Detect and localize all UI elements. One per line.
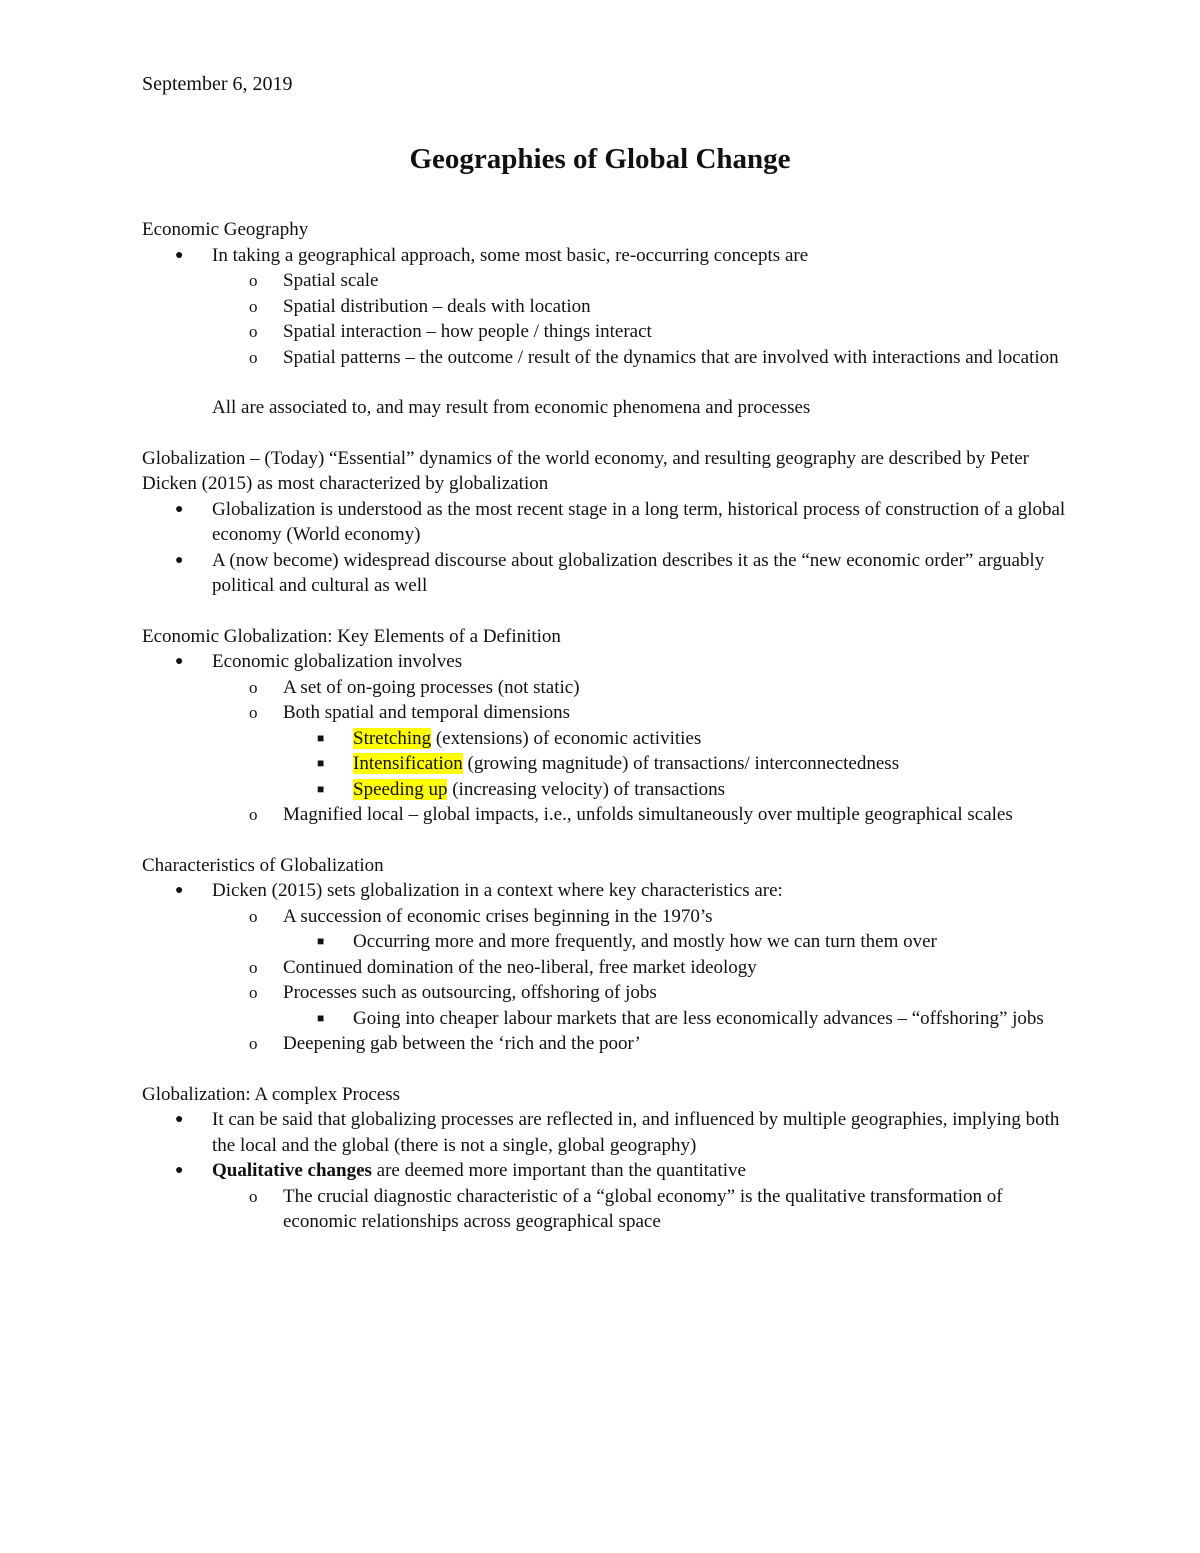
bullet-list — [142, 1107, 1072, 1235]
highlighted-term: Stretching — [353, 727, 432, 749]
circle-bullet-icon: o — [249, 271, 258, 290]
list-item-text: Going into cheaper labour markets that are less economically advances – “offshoring” jobs — [353, 1007, 1044, 1029]
circle-bullet-icon: o — [249, 677, 258, 697]
section-note: All are associated to, and may result from economic phenomena and processes — [212, 397, 811, 418]
circle-bullet-icon: o — [249, 296, 258, 316]
circle-bullet-icon: o — [249, 347, 258, 367]
highlighted-term: Speeding up — [353, 778, 448, 800]
bold-term: Qualitative changes — [212, 1160, 372, 1181]
list-item-text: Spatial interaction – how people / things interact — [283, 321, 652, 342]
list-item — [142, 802, 1072, 828]
list-item-text: A (now become) widespread discourse about globalization describes it as the “new economic order” arguably political and cultural as well — [212, 549, 1045, 596]
list-item — [142, 497, 1072, 548]
square-bullet-icon: ■ — [317, 934, 325, 948]
bullet-list — [142, 497, 1072, 599]
list-item-text: Spatial scale — [283, 270, 379, 291]
circle-bullet-icon: o — [249, 805, 258, 824]
section-heading: Economic Geography — [142, 219, 309, 240]
list-item — [142, 1184, 1072, 1235]
list-item — [142, 675, 1072, 701]
list-item-text: are deemed more important than the quantitative — [371, 1160, 746, 1181]
list-item-text: Both spatial and temporal dimensions — [283, 702, 571, 723]
list-item — [142, 649, 1072, 675]
bullet-list — [142, 649, 1072, 828]
list-item-text: A succession of economic crises beginning in the 1970’s — [283, 905, 713, 927]
circle-bullet-icon: o — [249, 703, 258, 722]
list-item-text: Magnified local – global impacts, i.e., unfolds simultaneously over multiple geographical scales — [283, 804, 1013, 825]
list-item-text: (growing magnitude) of transactions/ interconnectedness — [462, 753, 900, 774]
list-item — [142, 904, 1072, 930]
list-item — [142, 294, 1072, 320]
list-item-text: Spatial distribution – deals with location — [283, 295, 591, 317]
square-bullet-icon: ■ — [317, 781, 325, 796]
list-item — [142, 726, 1072, 752]
list-item-text: Occurring more and more frequently, and mostly how we can turn them over — [353, 931, 937, 952]
list-item-text: Deepening gab between the ‘rich and the poor’ — [283, 1033, 641, 1054]
list-item — [142, 955, 1072, 981]
list-item — [142, 1031, 1072, 1057]
bullet-icon: ● — [175, 552, 184, 568]
list-item-text: A set of on-going processes (not static) — [283, 676, 580, 698]
list-item — [142, 243, 1072, 269]
square-bullet-icon: ■ — [317, 1010, 325, 1025]
document-body — [142, 217, 1072, 1235]
list-item-text: Processes such as outsourcing, offshoring of jobs — [283, 982, 657, 1003]
list-item — [142, 878, 1072, 904]
circle-bullet-icon: o — [249, 322, 258, 341]
list-item — [142, 1006, 1072, 1032]
section-heading: Economic Globalization: Key Elements of a Definition — [142, 625, 561, 647]
list-item — [142, 1158, 1072, 1184]
bullet-icon: ● — [175, 883, 184, 898]
circle-bullet-icon: o — [249, 957, 258, 977]
list-item-text: (increasing velocity) of transactions — [447, 778, 725, 800]
list-item — [142, 548, 1072, 599]
list-item-text: (extensions) of economic activities — [431, 727, 702, 749]
list-item-text: Dicken (2015) sets globalization in a context where key characteristics are: — [212, 880, 783, 901]
list-item — [142, 268, 1072, 294]
section-heading: Characteristics of Globalization — [142, 854, 384, 876]
bullet-list — [142, 878, 1072, 1057]
circle-bullet-icon: o — [249, 906, 258, 926]
list-item-text: Economic globalization involves — [212, 651, 463, 672]
bullet-icon: ● — [175, 1112, 184, 1127]
bullet-icon: ● — [175, 247, 184, 263]
list-item-text: Globalization is understood as the most recent stage in a long term, historical process of construction of a global economy (World economy) — [212, 498, 1066, 545]
circle-bullet-icon: o — [249, 1186, 258, 1206]
document-date: September 6, 2019 — [142, 73, 293, 95]
list-item-text: In taking a geographical approach, some most basic, re-occurring concepts are — [212, 244, 809, 266]
document-title: Geographies of Global Change — [409, 143, 791, 175]
list-item — [142, 929, 1072, 955]
square-bullet-icon: ■ — [317, 730, 325, 745]
list-item — [142, 980, 1072, 1006]
bullet-list — [142, 243, 1072, 371]
list-item-text: Continued domination of the neo-liberal, free market ideology — [283, 956, 757, 978]
highlighted-term: Intensification — [353, 753, 463, 774]
list-item-text: Spatial patterns – the outcome / result of the dynamics that are involved with interactions and location — [283, 346, 1059, 368]
bullet-icon: ● — [175, 501, 184, 517]
section-heading: Globalization: A complex Process — [142, 1083, 401, 1105]
list-item — [142, 345, 1072, 371]
square-bullet-icon: ■ — [317, 756, 325, 770]
bullet-icon: ● — [175, 1163, 184, 1178]
section-heading: Globalization – (Today) “Essential” dynamics of the world economy, and resulting geography are described by Peter Dicken (2015) as most characterized by globalization — [142, 447, 1029, 494]
list-item — [142, 777, 1072, 803]
list-item — [142, 1107, 1072, 1158]
list-item — [142, 751, 1072, 777]
bullet-icon: ● — [175, 654, 184, 669]
list-item-text: The crucial diagnostic characteristic of a “global economy” is the qualitative transformation of economic relationships across geographical space — [283, 1185, 1003, 1232]
list-item — [142, 319, 1072, 345]
circle-bullet-icon: o — [249, 1034, 258, 1053]
circle-bullet-icon: o — [249, 983, 258, 1002]
list-item — [142, 700, 1072, 726]
list-item-text: It can be said that globalizing processes are reflected in, and influenced by multiple geographies, implying both the local and the global (there is not a single, global geography) — [212, 1109, 1060, 1156]
